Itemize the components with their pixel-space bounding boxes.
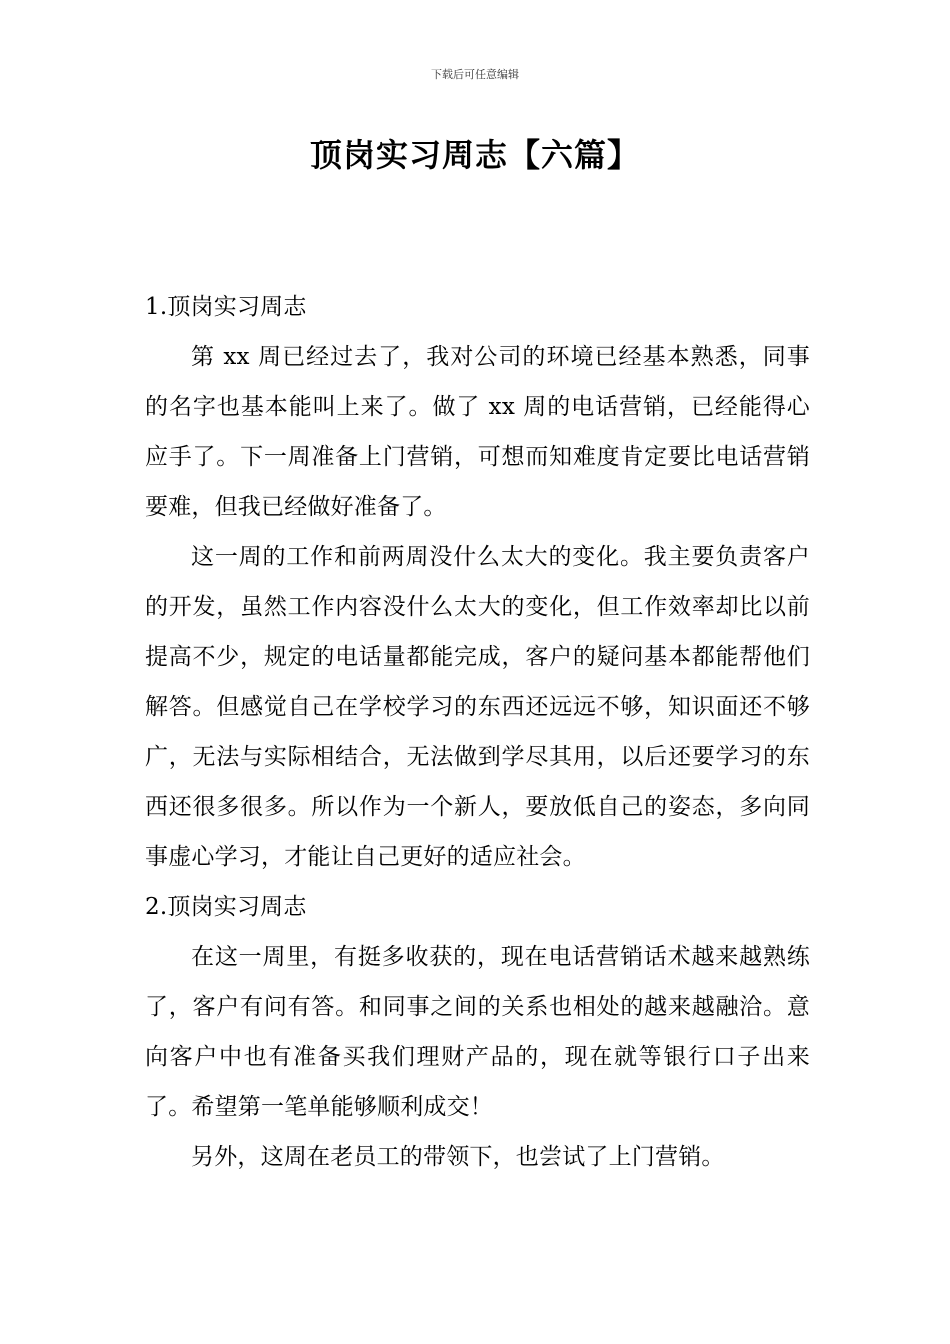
section-2	[145, 882, 810, 1182]
document-title: 顶岗实习周志【六篇】	[309, 136, 640, 174]
section-heading: 2.顶岗实习周志	[145, 894, 307, 920]
paragraph: 在这一周里，有挺多收获的，现在电话营销话术越来越熟练了，客户有问有答。和同事之间的关系也相处的越来越融洽。意向客户中也有准备买我们理财产品的，现在就等银行口子出来了。希望第一笔单能够顺利成交！	[145, 944, 810, 1120]
header-note: 下载后可任意编辑	[431, 68, 519, 81]
paragraph: 另外，这周在老员工的带领下，也尝试了上门营销。	[191, 1144, 725, 1170]
section-1	[145, 282, 810, 882]
paragraph: 第 xx 周已经过去了，我对公司的环境已经基本熟悉，同事的名字也基本能叫上来了。做了 xx 周的电话营销，已经能得心应手了。下一周准备上门营销，可想而知难度肯定要比电话营销要难，但我已经做好准备了。	[145, 344, 810, 520]
document-body	[145, 282, 810, 1182]
section-heading: 1.顶岗实习周志	[145, 294, 307, 320]
paragraph: 这一周的工作和前两周没什么太大的变化。我主要负责客户的开发，虽然工作内容没什么太大的变化，但工作效率却比以前提高不少，规定的电话量都能完成，客户的疑问基本都能帮他们解答。但感觉自己在学校学习的东西还远远不够，知识面还不够广，无法与实际相结合，无法做到学尽其用，以后还要学习的东西还很多很多。所以作为一个新人，要放低自己的姿态，多向同事虚心学习，才能让自己更好的适应社会。	[145, 544, 810, 870]
